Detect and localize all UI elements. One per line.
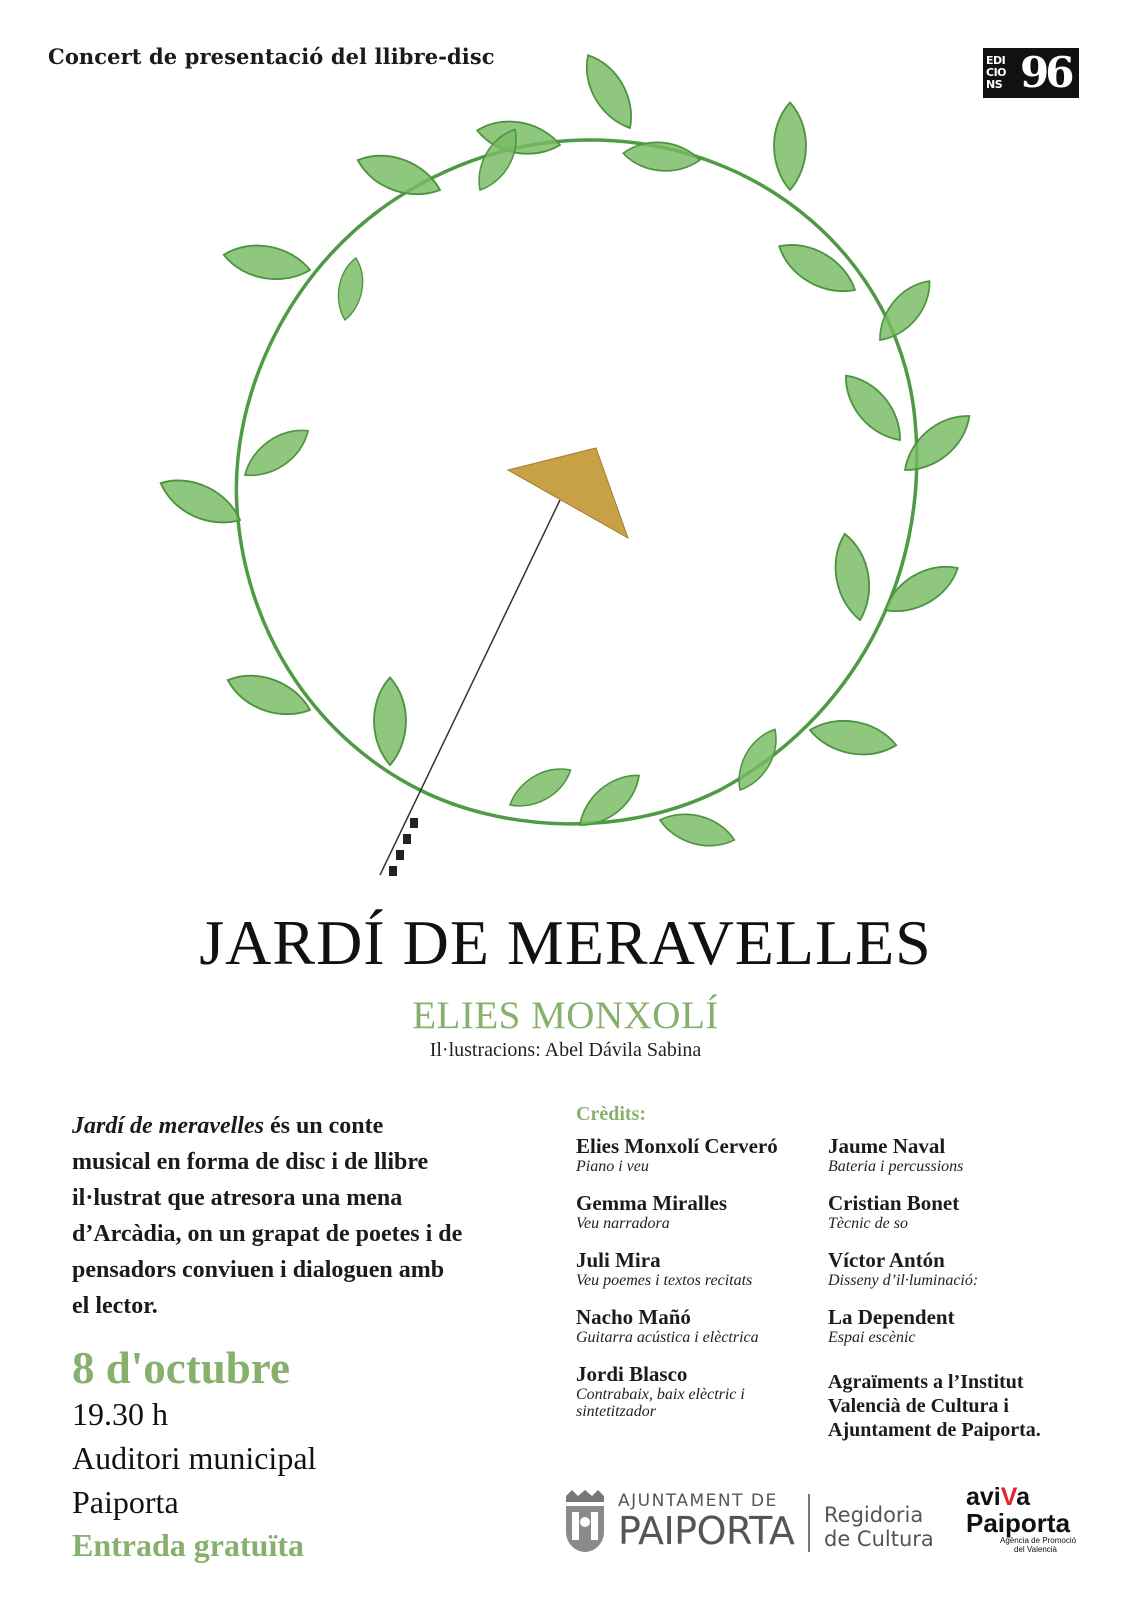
event-town: Paiporta xyxy=(72,1484,179,1520)
description-text: musical en forma de disc i de llibre xyxy=(72,1149,429,1175)
credit-role: Tècnic de so xyxy=(828,1215,908,1232)
logo-text: NS xyxy=(986,78,1003,91)
credit-role: Contrabaix, baix elèctric i xyxy=(576,1386,745,1403)
acknowledgements xyxy=(828,1370,1088,1442)
wreath-leaves xyxy=(154,48,979,854)
credit-entry xyxy=(828,1305,955,1346)
logo-text: CIO xyxy=(986,66,1007,79)
aviva-paiporta-label: Paiporta xyxy=(966,1508,1071,1538)
regidoria-label: de Cultura xyxy=(824,1527,934,1551)
description-text: el lector. xyxy=(72,1293,158,1319)
aviva-text: avi xyxy=(966,1483,1001,1511)
illustrator-credit: Il·lustracions: Abel Dávila Sabina xyxy=(429,1039,702,1061)
credit-role: Disseny d’il·luminació: xyxy=(828,1272,979,1289)
credit-role: Guitarra acústica i elèctrica xyxy=(576,1329,759,1346)
credit-name: La Dependent xyxy=(828,1305,955,1329)
description-title: Jardí de meravelles xyxy=(72,1113,264,1139)
aviva-text: a xyxy=(1016,1483,1030,1511)
credit-role: Veu poemes i textos recitats xyxy=(576,1272,753,1289)
logo-text: EDI xyxy=(986,54,1006,67)
acknowledgement-line: Agraïments a l’Institut xyxy=(828,1371,1024,1393)
aviva-paiporta-logo xyxy=(966,1484,1076,1554)
description xyxy=(72,1108,542,1324)
credit-name: Gemma Miralles xyxy=(576,1191,728,1215)
paiporta-label: PAIPORTA xyxy=(618,1509,795,1553)
credit-name: Víctor Antón xyxy=(828,1248,945,1272)
credit-entry xyxy=(828,1134,963,1175)
event-venue: Auditori municipal xyxy=(72,1440,317,1476)
credit-name: Elies Monxolí Cerveró xyxy=(576,1134,778,1158)
regidoria-label: Regidoria xyxy=(824,1503,924,1527)
event-date: 8 d'octubre xyxy=(72,1343,290,1393)
aviva-heart: V xyxy=(1000,1483,1017,1511)
description-text: il·lustrat que atresora una mena xyxy=(72,1185,403,1211)
author-name: ELIES MONXOLÍ xyxy=(412,994,719,1037)
ajuntament-paiporta-logo xyxy=(560,1488,794,1554)
credit-role: Piano i veu xyxy=(576,1158,649,1175)
credits-label: Crèdits: xyxy=(576,1103,646,1125)
credit-name: Nacho Mañó xyxy=(576,1305,691,1329)
regidoria-cultura xyxy=(824,1503,934,1551)
aviva-subtitle: Agència de Promoció xyxy=(1000,1536,1077,1545)
description-text: d’Arcàdia, on un grapat de poetes i de xyxy=(72,1221,463,1247)
credit-name: Cristian Bonet xyxy=(828,1191,960,1215)
admission: Entrada gratuïta xyxy=(72,1527,304,1563)
logo-number: 96 xyxy=(1020,48,1071,97)
acknowledgement-line: Ajuntament de Paiporta. xyxy=(828,1419,1041,1441)
book-title: JARDÍ DE MERAVELLES xyxy=(199,907,932,978)
credit-role: Espai escènic xyxy=(828,1329,916,1346)
aviva-subtitle: del Valencià xyxy=(1014,1545,1057,1554)
description-text: pensadors conviuen i dialoguen amb xyxy=(72,1257,445,1283)
ajuntament-label: AJUNTAMENT DE xyxy=(618,1491,778,1511)
credit-entry xyxy=(828,1248,978,1289)
credit-name: Jaume Naval xyxy=(828,1134,946,1158)
credit-entry xyxy=(576,1191,727,1232)
credit-entry xyxy=(828,1191,959,1232)
credit-name: Juli Mira xyxy=(576,1248,661,1272)
footer-divider xyxy=(808,1494,810,1552)
credit-role: Veu narradora xyxy=(576,1215,670,1232)
credit-name: Jordi Blasco xyxy=(576,1362,688,1386)
event-time: 19.30 h xyxy=(72,1396,168,1432)
credit-entry xyxy=(576,1362,745,1420)
event-kicker: Concert de presentació del llibre-disc xyxy=(48,44,495,69)
acknowledgement-line: Valencià de Cultura i xyxy=(828,1395,1009,1417)
credit-entry xyxy=(576,1248,752,1289)
credit-role: sintetitzador xyxy=(576,1403,657,1420)
description-text: és un conte xyxy=(263,1113,384,1139)
credit-role: Bateria i percussions xyxy=(828,1158,964,1175)
coat-of-arms-icon xyxy=(560,1488,610,1554)
credit-entry xyxy=(576,1305,759,1346)
credit-entry xyxy=(576,1134,778,1175)
edicions-96-logo xyxy=(983,48,1079,98)
